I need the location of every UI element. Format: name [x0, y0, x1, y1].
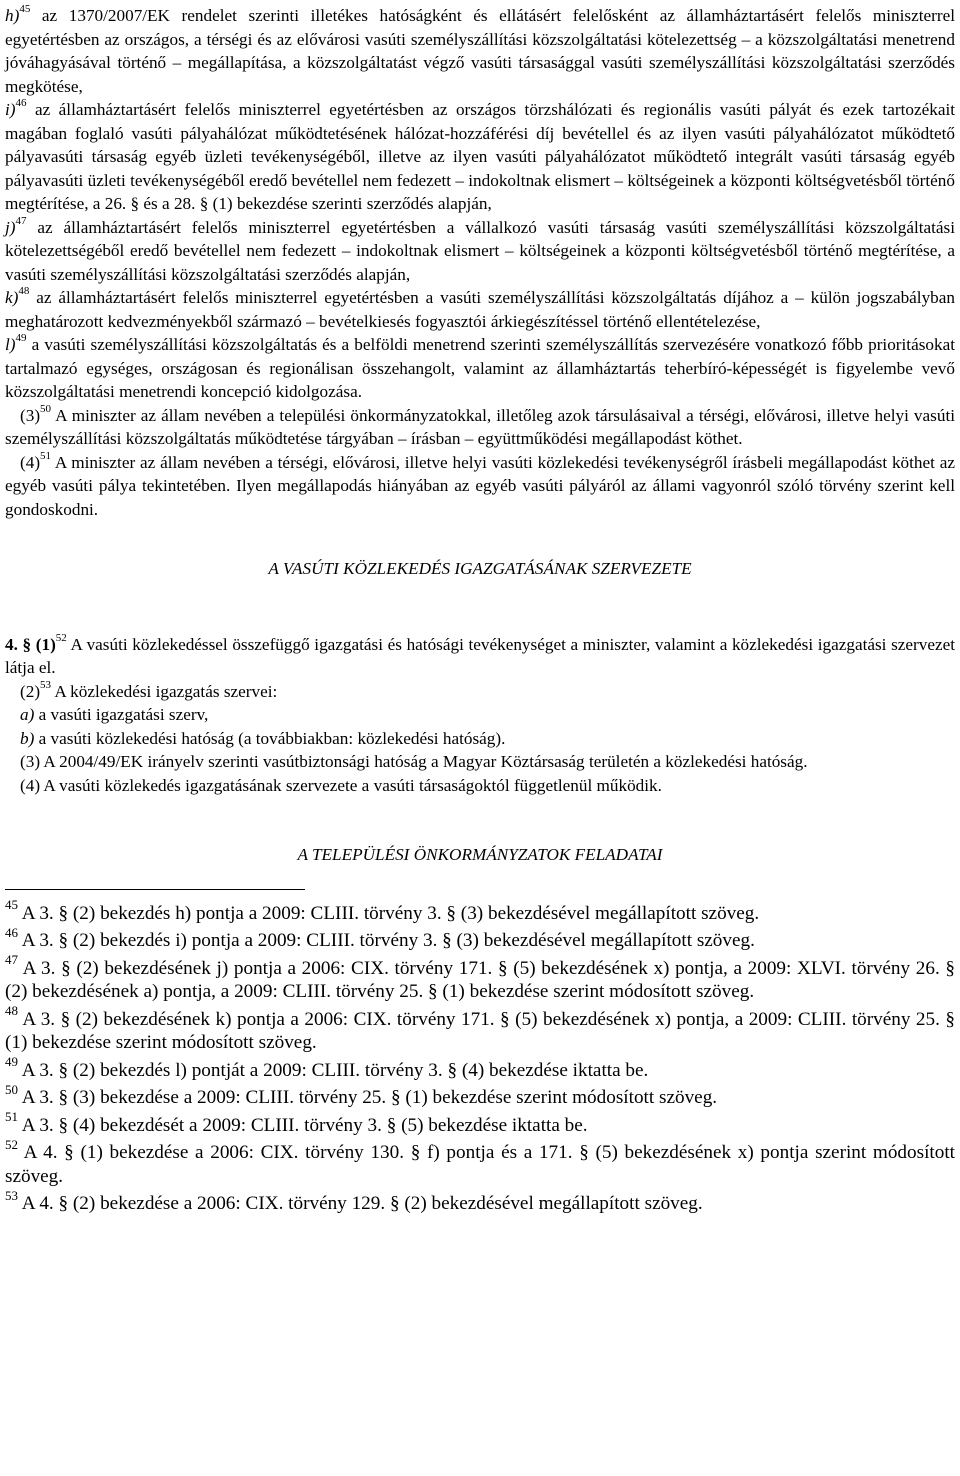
item-mark: i) — [5, 100, 16, 119]
paragraph-text: az 1370/2007/EK rendelet szerinti illetékes hatóságként és ellátásért felelősként az államháztartásért felelős miniszterrel egyetértésben az országos, a térségi és az elővárosi vasúti személyszállítási közszolgáltatási kötelezettség – a közszolgáltatási menetrend jóváhagyásával történő – megállapítása, a közszolgáltatást végző vasúti társasággal vasúti személyszállítási közszolgáltatási szerződés megkötése, — [5, 6, 955, 96]
footnote-text: A 3. § (2) bekezdésének k) pontja a 2006: CIX. törvény 171. § (5) bekezdésének x) pontja, a 2009: CLIII. törvény 25. § (1) bekezdése szerint módosított szöveg. — [5, 1008, 955, 1053]
item-mark: l) — [5, 335, 16, 354]
item-mark: h) — [5, 6, 20, 25]
footnote-text: A 4. § (1) bekezdése a 2006: CIX. törvény 130. § f) pontja és a 171. § (5) bekezdésének x) pontja szerint módosított szöveg. — [5, 1142, 955, 1187]
paragraph-text: A közlekedési igazgatás szervei: — [51, 681, 278, 701]
paragraph-mark: (2) — [20, 681, 41, 701]
item-mark: k) — [5, 288, 19, 307]
footnote-number: 48 — [5, 1003, 18, 1019]
list-item-text: a vasúti igazgatási szerv, — [34, 705, 209, 724]
footnote — [5, 1136, 955, 1188]
footnote-ref[interactable]: 45 — [19, 3, 31, 16]
footnote — [5, 1187, 955, 1216]
paragraph-k — [5, 286, 955, 333]
paragraph-text: az államháztartásért felelős miniszterrel egyetértésben az országos törzshálózati és regionális vasúti pályát és ezek tartozékait magában foglaló vasúti pályahálózat működtetésének hálózat-hozzáférési díj bevétellel és az ilyen vasúti pályahálózatot működtető pályavasúti társaság egyéb üzleti tevékenységéből, illetve az ilyen vasúti pályahálózatot működtető integrált vasúti társaság egyéb pályavasúti üzleti tevékenységéből eredő bevétellel nem fedezett – indokoltnak elismert – költségeinek a központi költségvetésből történő megtérítése, a 26. § és a 28. § (1) bekezdése szerinti szerződés alapján, — [5, 100, 955, 213]
list-item-text: a vasúti közlekedési hatóság (a továbbiakban: közlekedési hatóság). — [34, 728, 506, 748]
paragraph-text: a vasúti személyszállítási közszolgáltatás és a belföldi menetrend szerinti személyszállítás szervezésére vonatkozó főbb prioritásokat tartalmazó egységes, országosan és regionálisan összehangolt, valamint az államháztartás teherbíró-képességét is figyelembe vevő közszolgáltatási menetrendi koncepció kidolgozása. — [5, 335, 955, 401]
paragraph-4 — [5, 451, 955, 522]
item-mark: a) — [20, 705, 35, 724]
footnote-ref[interactable]: 49 — [15, 332, 27, 345]
section-heading: A TELEPÜLÉSI ÖNKORMÁNYZATOK FELADATAI — [297, 845, 663, 864]
footnote-ref[interactable]: 47 — [15, 214, 27, 227]
paragraph-j — [5, 216, 955, 287]
list-item-a — [5, 703, 955, 727]
paragraph-i — [5, 98, 955, 216]
paragraph-h — [5, 4, 955, 98]
footnote-number: 51 — [5, 1109, 18, 1125]
section-4-paragraph-2 — [5, 680, 955, 704]
footnote-text: A 3. § (2) bekezdés i) pontja a 2009: CLIII. törvény 3. § (3) bekezdésével megállapított szöveg. — [18, 930, 755, 951]
item-mark: b) — [20, 728, 35, 748]
paragraph-text: az államháztartásért felelős miniszterrel egyetértésben a vállalkozó vasúti társaság vasúti személyszállítási közszolgáltatási kötelezettségéből eredő bevétellel nem fedezett – indokoltnak elismert – költségeinek a központi költségvetésből történő megtérítése, a vasúti személyszállítási közszolgáltatási szerződés alapján, — [5, 217, 955, 284]
footnote-divider — [5, 889, 305, 890]
footnote-number: 45 — [5, 897, 18, 913]
footnote-text: A 3. § (2) bekezdés h) pontja a 2009: CLIII. törvény 3. § (3) bekezdésével megállapított szöveg. — [18, 902, 760, 924]
section-4-paragraph-4: (4) A vasúti közlekedés igazgatásának szervezete a vasúti társaságoktól függetlenül működik. — [20, 775, 662, 795]
footnote-text: A 3. § (3) bekezdése a 2009: CLIII. törvény 25. § (1) bekezdése szerint módosított szöveg. — [18, 1087, 718, 1108]
footnote-number: 46 — [5, 924, 18, 940]
footnote-number: 47 — [5, 952, 18, 968]
footnote-ref[interactable]: 46 — [15, 97, 27, 110]
footnote-ref[interactable]: 52 — [55, 631, 67, 644]
footnote-number: 53 — [5, 1187, 18, 1203]
footnote-ref[interactable]: 53 — [40, 678, 52, 691]
document-page — [5, 4, 955, 1216]
footnote — [5, 1081, 955, 1110]
section-number: 4. § (1) — [5, 634, 56, 654]
footnote-number: 50 — [5, 1081, 18, 1097]
paragraph-l — [5, 333, 955, 404]
footnote-ref[interactable]: 48 — [18, 285, 30, 298]
list-item-b — [5, 727, 955, 751]
section-4-paragraph-1 — [5, 633, 955, 680]
paragraph-text: A miniszter az állam nevében a települési önkormányzatokkal, illetőleg azok társulásaival a térségi, elővárosi, illetve helyi vasúti személyszállítási közszolgáltatás működtetése tárgyában – írásban – együttműködési megállapodást köthet. — [5, 405, 955, 448]
footnote-ref[interactable]: 50 — [40, 402, 52, 415]
paragraph-text: A miniszter az állam nevében a térségi, elővárosi, illetve helyi vasúti közlekedési tevékenységről írásbeli megállapodást köthet az egyéb vasúti pálya tekintetében. Ilyen megállapodás hiányában az egyéb vasúti pályáról az állami vagyonról szóló törvény szerint kell gondoskodni. — [5, 452, 955, 519]
footnote-text: A 3. § (2) bekezdés l) pontját a 2009: CLIII. törvény 3. § (4) bekezdése iktatta be. — [18, 1059, 649, 1081]
footnotes — [5, 897, 955, 1216]
paragraph-3 — [5, 404, 955, 451]
footnote-text: A 3. § (2) bekezdésének j) pontja a 2006: CIX. törvény 171. § (5) bekezdésének x) pontja, a 2009: XLVI. törvény 26. § (2) bekezdésének a) pontja, a 2009: CLIII. törvény 25. § (1) bekezdése szerint módosított szöveg. — [5, 957, 955, 1002]
footnote-number: 52 — [5, 1136, 18, 1152]
footnote-text: A 3. § (4) bekezdését a 2009: CLIII. törvény 3. § (5) bekezdése iktatta be. — [18, 1114, 588, 1136]
footnote-ref[interactable]: 51 — [40, 449, 52, 462]
footnote-text: A 4. § (2) bekezdése a 2006: CIX. törvény 129. § (2) bekezdésével megállapított szöveg. — [18, 1193, 703, 1214]
footnote — [5, 1109, 955, 1138]
paragraph-mark: (4) — [20, 452, 41, 472]
section-heading: A VASÚTI KÖZLEKEDÉS IGAZGATÁSÁNAK SZERVEZETE — [268, 559, 692, 578]
item-mark: j) — [5, 217, 16, 237]
footnote — [5, 924, 955, 953]
footnote — [5, 1003, 955, 1055]
footnote — [5, 952, 955, 1004]
paragraph-text: A vasúti közlekedéssel összefüggő igazgatási és hatósági tevékenységet a miniszter, valamint a közlekedési igazgatási szervezet látja el. — [5, 634, 955, 677]
footnote — [5, 897, 955, 926]
section-4-paragraph-3: (3) A 2004/49/EK irányelv szerinti vasútbiztonsági hatóság a Magyar Köztársaság területén a közlekedési hatóság. — [20, 752, 808, 771]
footnote — [5, 1054, 955, 1083]
footnote-number: 49 — [5, 1054, 18, 1070]
paragraph-text: az államháztartásért felelős miniszterrel egyetértésben a vasúti személyszállítási közszolgáltatás díjához a – külön jogszabályban meghatározott kedvezményekből származó – bevételkiesés fogyasztói árkiegészítéssel történő ellentételezése, — [5, 288, 955, 331]
paragraph-mark: (3) — [20, 405, 41, 425]
